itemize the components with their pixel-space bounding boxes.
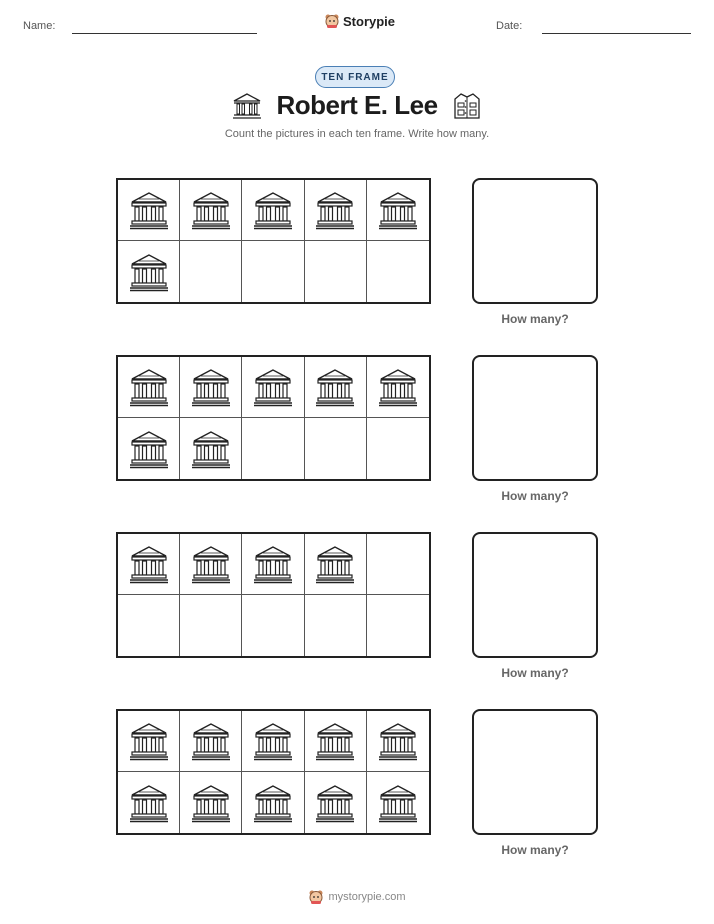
capitol-building-icon <box>253 544 293 584</box>
frame-cell <box>367 180 429 241</box>
frame-cell <box>242 418 304 479</box>
capitol-building-icon <box>253 783 293 823</box>
frame-cell <box>305 534 367 595</box>
capitol-building-icon <box>378 367 418 407</box>
how-many-label-2: How many? <box>501 489 569 503</box>
frame-cell <box>180 595 242 656</box>
frame-cell <box>367 772 429 833</box>
frame-cell <box>118 180 180 241</box>
capitol-building-icon <box>129 429 169 469</box>
frame-cell <box>180 772 242 833</box>
frame-cell <box>118 595 180 656</box>
frame-cell <box>305 711 367 772</box>
capitol-building-icon <box>253 721 293 761</box>
storypie-mascot-icon <box>308 889 324 905</box>
capitol-building-icon <box>129 367 169 407</box>
capitol-building-icon <box>191 367 231 407</box>
brand-name: Storypie <box>343 13 396 29</box>
capitol-building-icon <box>253 190 293 230</box>
how-many-label-3: How many? <box>501 666 569 680</box>
capitol-building-icon <box>129 544 169 584</box>
frame-cell <box>118 534 180 595</box>
frame-cell <box>305 772 367 833</box>
capitol-building-icon <box>191 783 231 823</box>
storypie-mascot-icon <box>324 13 340 29</box>
frame-cell <box>305 241 367 302</box>
frame-cell <box>242 357 304 418</box>
frame-cell <box>242 241 304 302</box>
military-jacket-icon <box>452 91 482 121</box>
frame-cell <box>305 418 367 479</box>
date-field[interactable] <box>542 33 691 34</box>
capitol-building-icon <box>315 544 355 584</box>
frame-cell <box>118 241 180 302</box>
capitol-building-icon <box>315 721 355 761</box>
capitol-building-icon <box>253 367 293 407</box>
frame-cell <box>180 418 242 479</box>
frame-cell <box>180 534 242 595</box>
ten-frame-3 <box>116 532 431 658</box>
frame-cell <box>118 711 180 772</box>
frame-cell <box>242 534 304 595</box>
answer-box-2[interactable] <box>472 355 598 481</box>
capitol-building-icon <box>378 190 418 230</box>
frame-cell <box>367 534 429 595</box>
title-row <box>0 90 714 121</box>
frame-cell <box>242 711 304 772</box>
frame-cell <box>305 180 367 241</box>
frame-cell <box>118 357 180 418</box>
frame-cell <box>118 772 180 833</box>
date-label: Date: <box>496 20 523 32</box>
capitol-building-icon <box>191 544 231 584</box>
answer-box-3[interactable] <box>472 532 598 658</box>
footer-url: mystorypie.com <box>328 891 406 903</box>
capitol-building-icon <box>191 721 231 761</box>
page-title: Robert E. Lee <box>276 90 438 120</box>
frame-cell <box>242 595 304 656</box>
how-many-label-4: How many? <box>501 843 569 857</box>
capitol-building-icon <box>378 783 418 823</box>
frame-cell <box>367 595 429 656</box>
ten-frame-4 <box>116 709 431 835</box>
frame-cell <box>180 711 242 772</box>
capitol-building-icon <box>315 190 355 230</box>
capitol-building-icon <box>129 252 169 292</box>
capitol-building-icon <box>315 367 355 407</box>
frame-cell <box>180 180 242 241</box>
frame-cell <box>367 418 429 479</box>
name-field[interactable] <box>72 33 257 34</box>
capitol-building-icon <box>129 721 169 761</box>
frame-cell <box>180 241 242 302</box>
instructions: Count the pictures in each ten frame. Write how many. <box>224 128 490 140</box>
capitol-building-icon <box>315 783 355 823</box>
frame-cell <box>367 241 429 302</box>
frame-cell <box>180 357 242 418</box>
capitol-building-icon <box>378 721 418 761</box>
capitol-building-icon <box>191 190 231 230</box>
capitol-building-icon <box>129 190 169 230</box>
frame-cell <box>367 711 429 772</box>
footer <box>0 889 714 905</box>
frame-cell <box>305 595 367 656</box>
brand-logo <box>324 13 395 29</box>
frame-cell <box>305 357 367 418</box>
frame-cell <box>242 180 304 241</box>
capitol-building-icon <box>129 783 169 823</box>
ten-frame-badge: TEN FRAME <box>315 66 395 88</box>
ten-frame-2 <box>116 355 431 481</box>
answer-box-1[interactable] <box>472 178 598 304</box>
answer-box-4[interactable] <box>472 709 598 835</box>
ten-frame-1 <box>116 178 431 304</box>
frame-cell <box>367 357 429 418</box>
capitol-building-icon <box>191 429 231 469</box>
frame-cell <box>242 772 304 833</box>
capitol-building-icon <box>232 92 262 120</box>
name-label: Name: <box>23 20 56 32</box>
frame-cell <box>118 418 180 479</box>
how-many-label-1: How many? <box>501 312 569 326</box>
